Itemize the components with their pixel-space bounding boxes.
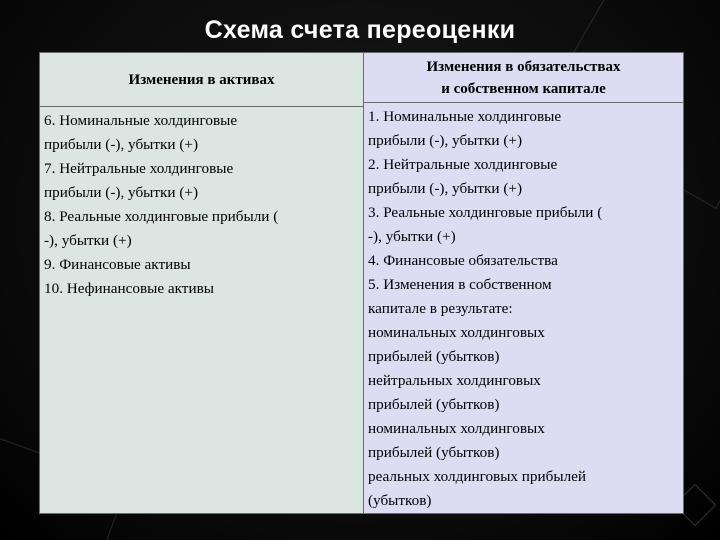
liabilities-equity-column-header (364, 53, 683, 103)
text-line: и собственном капитале (441, 80, 606, 97)
text-line: 3. Реальные холдинговые прибыли ( (368, 204, 603, 221)
text-line: 8. Реальные холдинговые прибыли ( (44, 208, 279, 225)
text-line: 7. Нейтральные холдинговые (44, 160, 234, 177)
text-line: 4. Финансовые обязательства (368, 252, 558, 269)
assets-column-header (40, 53, 363, 107)
text-line: капитале в результате: (368, 300, 513, 317)
text-line: Изменения в обязательствах (426, 58, 621, 75)
text-line: нейтральных холдинговых (368, 372, 541, 389)
text-line: 6. Номинальные холдинговые (44, 112, 238, 129)
revaluation-scheme-table (39, 52, 684, 514)
text-line: -), убытки (+) (44, 232, 132, 249)
text-line: Изменения в активах (128, 71, 275, 88)
assets-column-body (40, 107, 363, 301)
text-line: прибылей (убытков) (368, 444, 500, 461)
text-line: прибылей (убытков) (368, 348, 500, 365)
text-line: 9. Финансовые активы (44, 256, 191, 273)
text-line: прибыли (-), убытки (+) (44, 184, 198, 201)
text-line: номинальных холдинговых (368, 420, 545, 437)
text-line: 5. Изменения в собственном (368, 276, 552, 293)
text-line: прибыли (-), убытки (+) (368, 180, 522, 197)
text-line: 1. Номинальные холдинговые (368, 108, 562, 125)
assets-column (40, 53, 364, 513)
text-line: прибыли (-), убытки (+) (368, 132, 522, 149)
text-line: 10. Нефинансовые активы (44, 280, 214, 297)
text-line: прибыли (-), убытки (+) (44, 136, 198, 153)
text-line: (убытков) (368, 492, 432, 509)
text-line: номинальных холдинговых (368, 324, 545, 341)
slide-title: Схема счета переоценки (204, 16, 516, 44)
liabilities-equity-column (364, 53, 683, 513)
text-line: 2. Нейтральные холдинговые (368, 156, 558, 173)
text-line: реальных холдинговых прибылей (368, 468, 587, 485)
liabilities-equity-column-body (364, 103, 683, 513)
text-line: -), убытки (+) (368, 228, 456, 245)
text-line: прибылей (убытков) (368, 396, 500, 413)
